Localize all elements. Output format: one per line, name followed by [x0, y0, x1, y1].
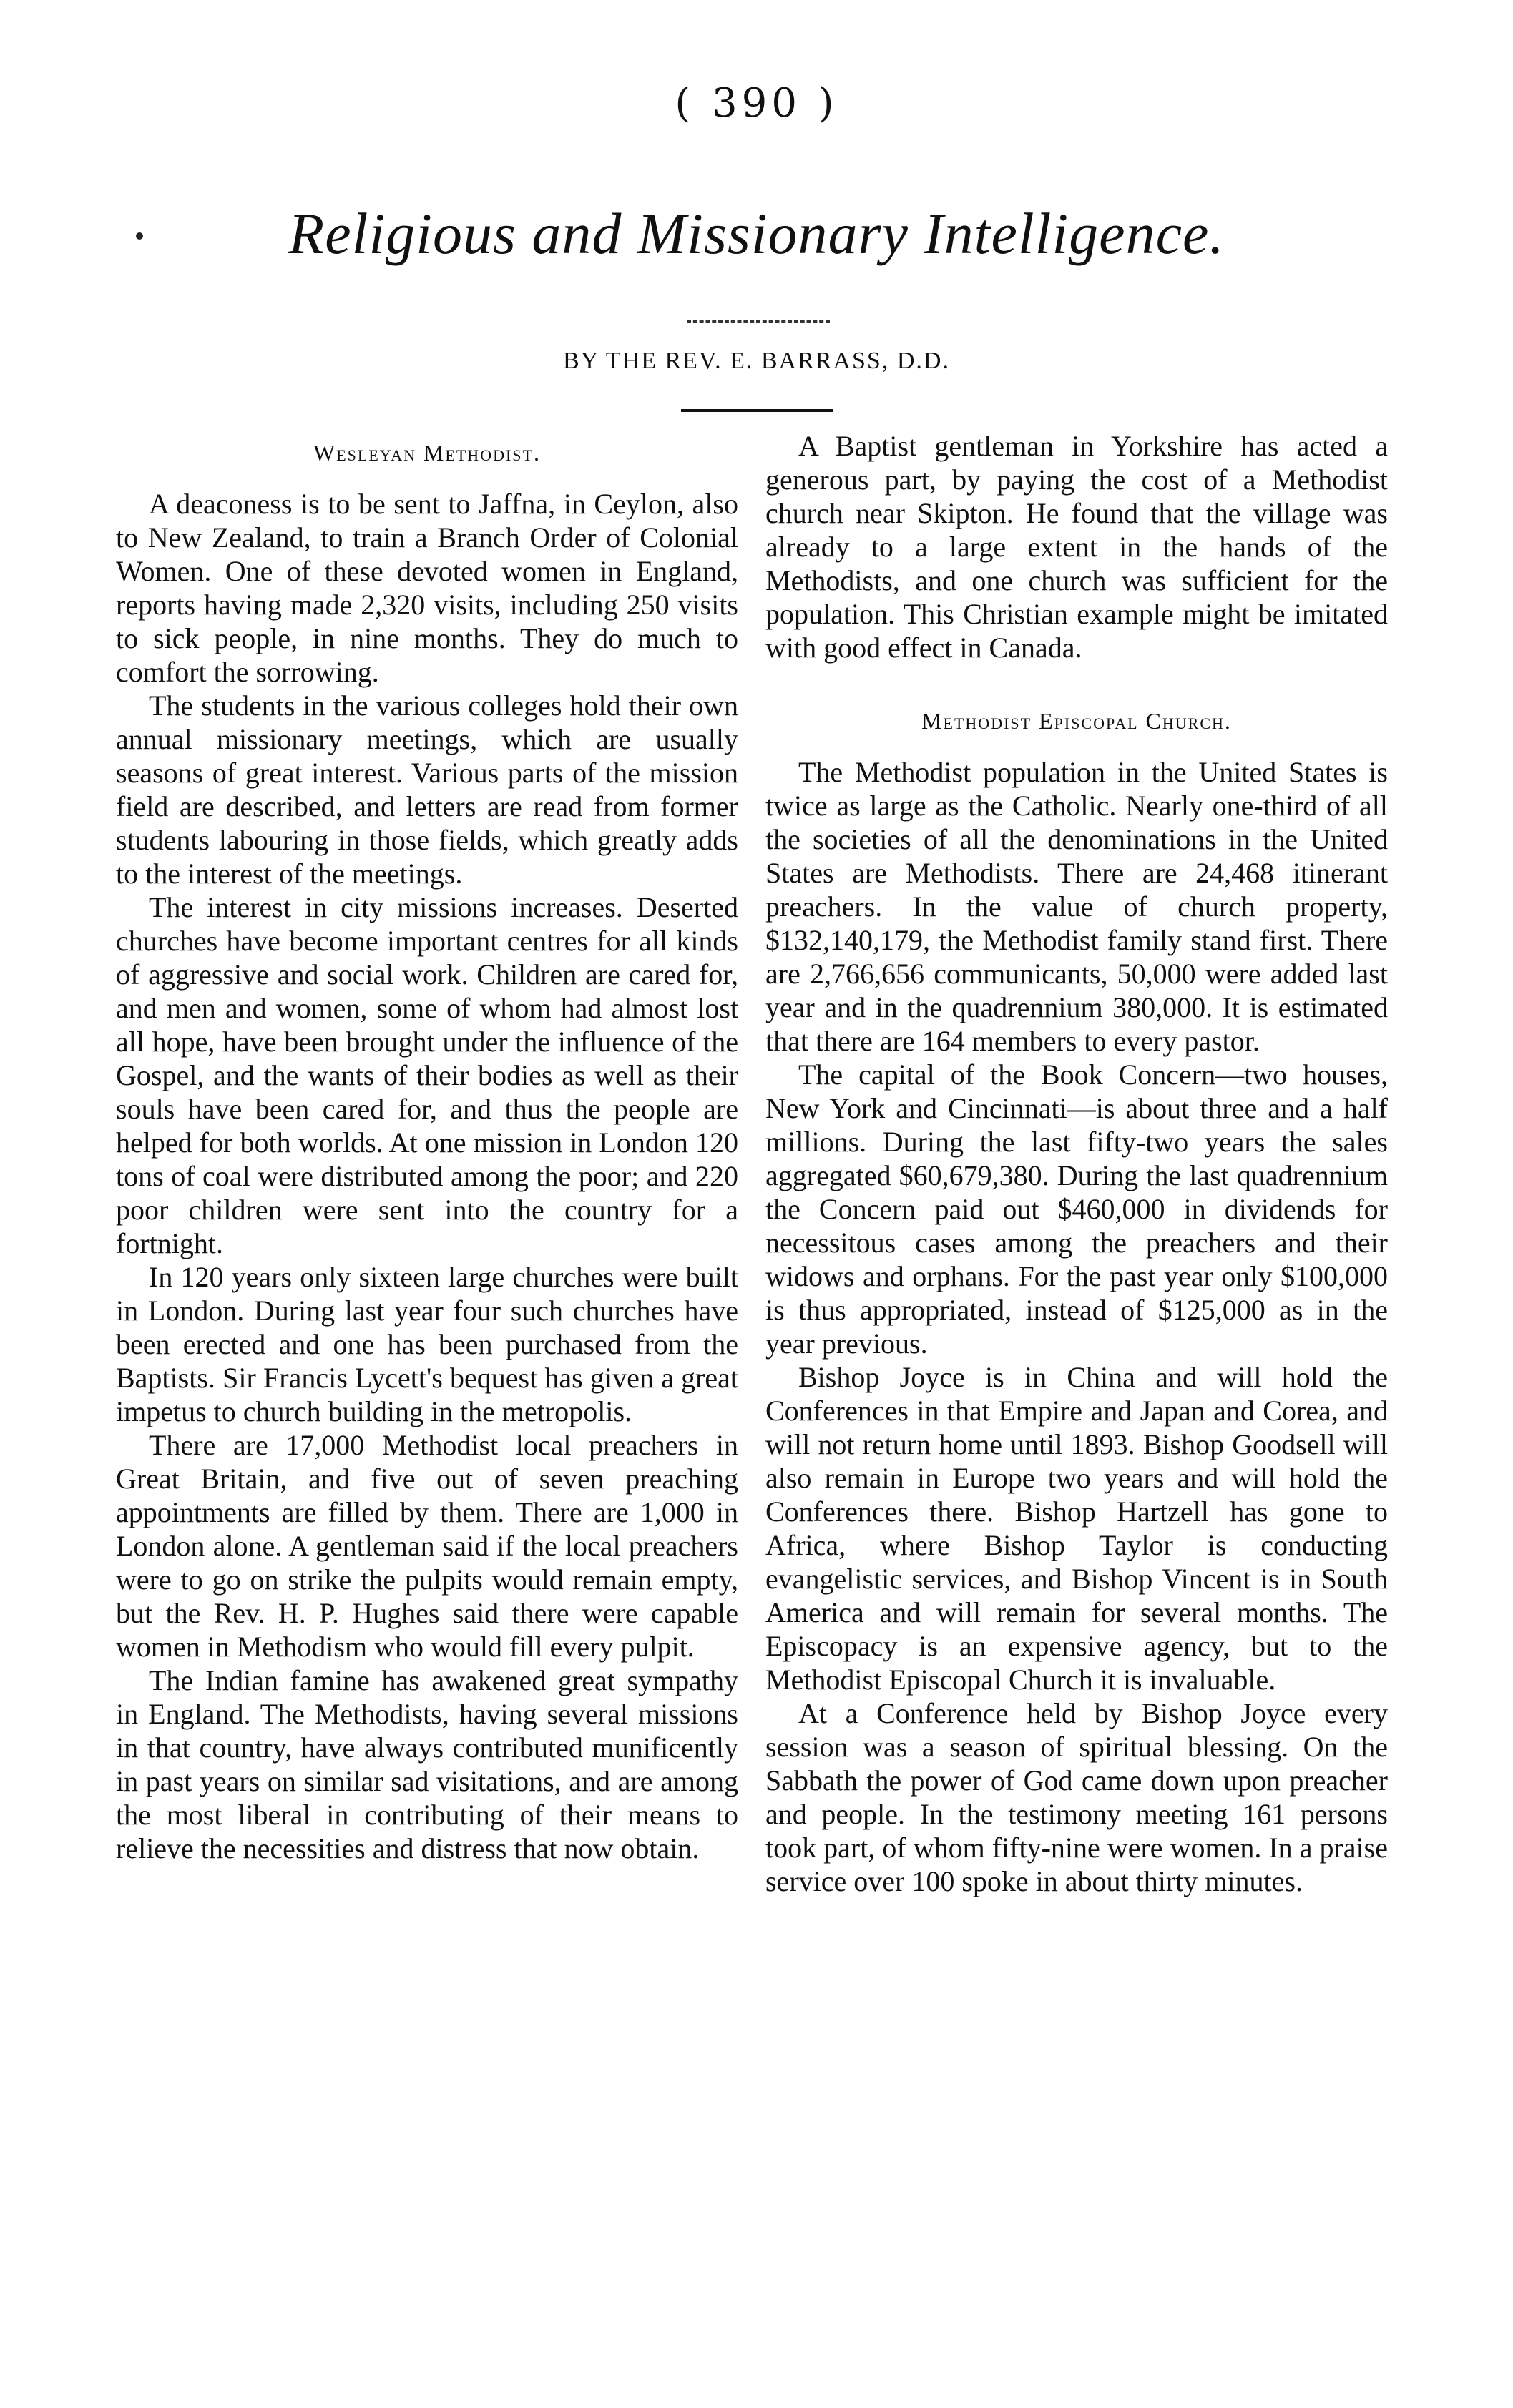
page-number: ( 390 ) [675, 80, 838, 127]
paragraph: In 120 years only sixteen large churches were built in London. During last year four such churches have been erected and one has been purchased from the Baptists. Sir Francis Lycett's bequest has given a great impetus to church building in the metropolis. [116, 1261, 738, 1427]
paragraph: The Indian famine has awakened great sympathy in England. The Methodists, having several missions in that country, have always contributed munificently in past years on similar sad visitations, and are among the most liberal in contributing of their means to relieve the necessities and distress that now obtain. [116, 1664, 738, 1864]
left-column [116, 429, 738, 1865]
paragraph: The interest in city missions increases. Deserted churches have become important centres for all kinds of aggressive and social work. Children are cared for, and men and women, some of whom had almost lost all hope, have been brought under the influence of the Gospel, and the wants of their bodies as well as their souls have been cared for, and thus the people are helped for both worlds. At one mission in London 120 tons of coal were distributed among the poor; and 220 poor children were sent into the country for a fortnight. [116, 891, 738, 1259]
paragraph: There are 17,000 Methodist local preachers in Great Britain, and five out of seven preaching appointments are filled by them. There are 1,000 in London alone. A gentleman said if the local preachers were to go on strike the pulpits would remain empty, but the Rev. H. P. Hughes said there were capable women in Methodism who would fill every pulpit. [116, 1429, 738, 1663]
page-title: Religious and Missionary Intelligence. [288, 201, 1225, 266]
section-heading-wesleyan: Wesleyan Methodist. [313, 440, 541, 466]
right-column [765, 429, 1388, 1898]
paragraph: At a Conference held by Bishop Joyce every session was a season of spiritual blessing. On the Sabbath the power of God came down upon preacher and people. In the testimony meeting 161 persons took part, of whom fifty-nine were women. In a praise service over 100 spoke in about thirty minutes. [765, 1697, 1388, 1897]
ornamental-dash [687, 320, 830, 323]
paragraph: The students in the various colleges hold their own annual missionary meetings, which are usually seasons of great interest. Various parts of the mission field are described, and letters are read from former students labouring in those fields, which greatly adds to the interest of the meetings. [116, 689, 738, 890]
paragraph: The Methodist population in the United States is twice as large as the Catholic. Nearly one-third of all the societies of all the denominations in the United States are Methodists. There are 24,468 itinerant preachers. In the value of church property, $132,140,179, the Methodist family stand first. There are 2,766,656 communicants, 50,000 were added last year and in the quadrennium 380,000. It is estimated that there are 164 members to every pastor. [765, 756, 1388, 1057]
paragraph: A Baptist gentleman in Yorkshire has acted a generous part, by paying the cost of a Methodist church near Skipton. He found that the village was already to a large extent in the hands of the Methodists, and one church was sufficient for the population. This Christian example might be imitated with good effect in Canada. [765, 430, 1388, 664]
paragraph: Bishop Joyce is in China and will hold the Conferences in that Empire and Japan and Corea, and will not return home until 1893. Bishop Goodsell will also remain in Europe two years and will hold the Conferences there. Bishop Hartzell has gone to Africa, where Bishop Taylor is conducting evangelistic services, and Bishop Vincent is in South America and will remain for several months. The Episcopacy is an expensive agency, but to the Methodist Episcopal Church it is invaluable. [765, 1361, 1388, 1696]
paragraph: A deaconess is to be sent to Jaffna, in Ceylon, also to New Zealand, to train a Branch Order of Colonial Women. One of these devoted women in England, reports having made 2,320 visits, including 250 visits to sick people, in nine months. They do much to comfort the sorrowing. [116, 488, 738, 688]
section-heading-episcopal: Methodist Episcopal Church. [921, 708, 1232, 734]
paragraph: The capital of the Book Concern—two houses, New York and Cincinnati—is about three and a half millions. During the last fifty-two years the sales aggregated $60,679,380. During the last quadrennium the Concern paid out $460,000 in dividends for necessitous cases among the preachers and their widows and orphans. For the past year only $100,000 is thus appropriated, instead of $125,000 as in the year previous. [765, 1058, 1388, 1360]
byline: BY THE REV. E. BARRASS, D.D. [563, 348, 950, 374]
byline-rule [681, 409, 833, 412]
